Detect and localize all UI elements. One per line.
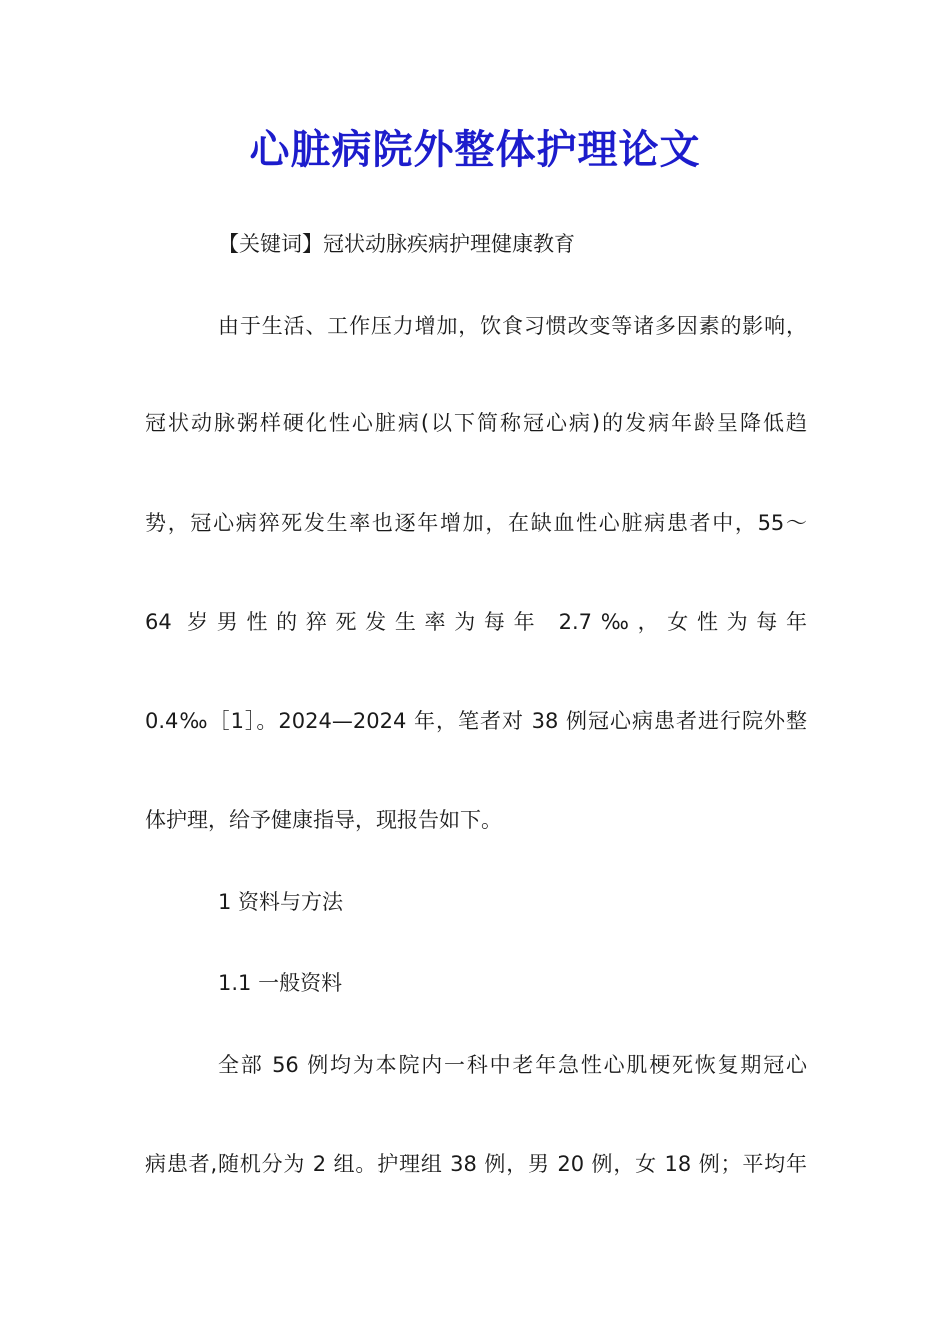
keywords-line: 【关键词】冠状动脉疾病护理健康教育 [218,232,575,256]
paragraph-1-line-2: 冠状动脉粥样硬化性心脏病(以下简称冠心病)的发病年龄呈降低趋 [145,411,807,435]
paragraph-1-line-3: 势，冠心病猝死发生率也逐年增加，在缺血性心脏病患者中，55～ [145,511,807,535]
paragraph-2-line-2: 病患者,随机分为 2 组。护理组 38 例，男 20 例，女 18 例；平均年 [145,1152,807,1176]
paragraph-2-line-1: 全部 56 例均为本院内一科中老年急性心肌梗死恢复期冠心 [218,1053,807,1077]
section-1-heading: 1 资料与方法 [218,890,344,914]
paragraph-1-line-1: 由于生活、工作压力增加，饮食习惯改变等诸多因素的影响， [218,314,807,338]
paragraph-1-line-4: 64 岁男性的猝死发生率为每年 2.7‰，女性为每年 [145,610,807,634]
document-title: 心脏病院外整体护理论文 [249,126,701,173]
paragraph-1-line-6: 体护理，给予健康指导，现报告如下。 [145,808,502,832]
paragraph-1-line-5: 0.4‰［1］。2024—2024 年，笔者对 38 例冠心病患者进行院外整 [145,709,807,733]
section-1-1-heading: 1.1 一般资料 [218,971,343,995]
